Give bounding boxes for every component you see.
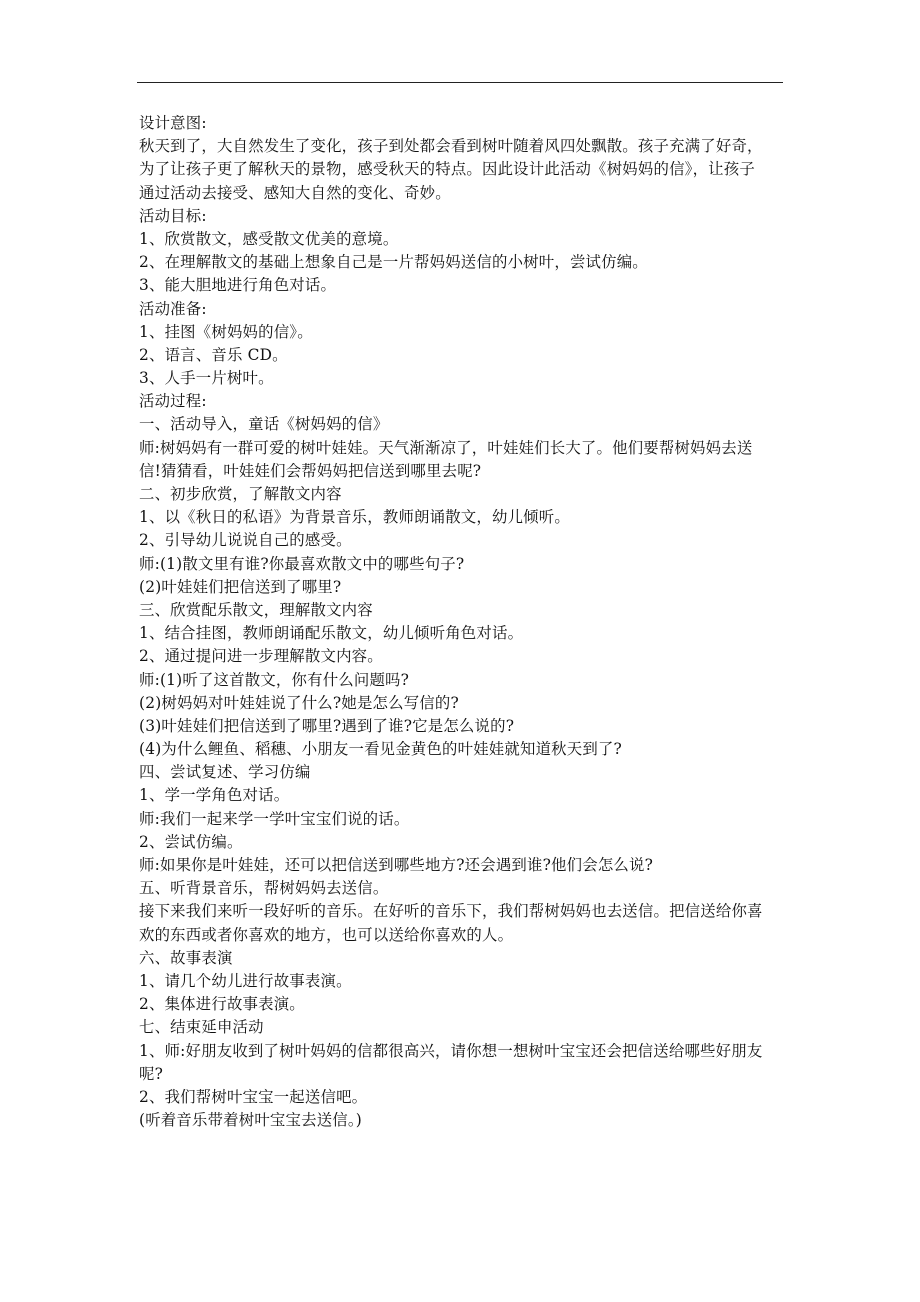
text-line: 一、活动导入，童话《树妈妈的信》	[139, 415, 389, 434]
text-line: 秋天到了，大自然发生了变化，孩子到处都会看到树叶随着风四处飘散。孩子充满了好奇，	[139, 137, 763, 156]
header-rule	[137, 82, 783, 83]
text-line: 1、请几个幼儿进行故事表演。	[139, 971, 352, 990]
text-line: 六、故事表演	[139, 948, 233, 967]
text-line: 设计意图:	[139, 114, 207, 132]
text-line: 1、挂图《树妈妈的信》。	[139, 322, 313, 341]
text-line: 师:我们一起来学一学叶宝宝们说的话。	[139, 809, 410, 828]
text-line: 1、欣赏散文，感受散文优美的意境。	[139, 229, 399, 248]
text-line: 为了让孩子更了解秋天的景物，感受秋天的特点。因此设计此活动《树妈妈的信》，让孩子	[139, 160, 755, 179]
text-line: 师:(1)听了这首散文，你有什么问题吗?	[139, 670, 410, 689]
text-line: (听着音乐带着树叶宝宝去送信。)	[139, 1111, 362, 1130]
text-line: 2、语言、音乐 CD。	[139, 345, 288, 364]
text-line: 二、初步欣赏，了解散文内容	[139, 485, 342, 503]
text-line: 师:(1)散文里有谁?你最喜欢散文中的哪些句子?	[139, 554, 465, 573]
text-line: (2)树妈妈对叶娃娃说了什么?她是怎么写信的?	[139, 693, 459, 712]
text-line: 2、集体进行故事表演。	[139, 995, 305, 1014]
text-line: (3)叶娃娃们把信送到了哪里?遇到了谁?它是怎么说的?	[139, 716, 515, 735]
text-line: 活动过程:	[139, 392, 207, 411]
text-line: 四、尝试复述、学习仿编	[139, 763, 311, 782]
text-line: 2、我们帮树叶宝宝一起送信吧。	[139, 1087, 368, 1106]
text-line: 1、结合挂图，教师朗诵配乐散文，幼儿倾听角色对话。	[139, 624, 524, 643]
text-line: 信!猜猜看，叶娃娃们会帮妈妈把信送到哪里去呢?	[139, 461, 482, 480]
text-line: 通过活动去接受、感知大自然的变化、奇妙。	[139, 183, 451, 202]
text-line: 七、结束延申活动	[139, 1018, 264, 1037]
text-line: 活动目标:	[139, 206, 207, 225]
text-line: 活动准备:	[139, 299, 207, 318]
text-line: 师:如果你是叶娃娃，还可以把信送到哪些地方?还会遇到谁?他们会怎么说?	[139, 856, 654, 874]
text-line: 师:树妈妈有一群可爱的树叶娃娃。天气渐渐凉了，叶娃娃们长大了。他们要帮树妈妈去送	[139, 438, 753, 457]
text-line: 接下来我们来听一段好听的音乐。在好听的音乐下，我们帮树妈妈也去送信。把信送给你喜	[139, 902, 763, 921]
text-line: 1、以《秋日的私语》为背景音乐，教师朗诵散文，幼儿倾听。	[139, 508, 570, 527]
text-line: 1、师:好朋友收到了树叶妈妈的信都很高兴，请你想一想树叶宝宝还会把信送给哪些好朋友	[139, 1041, 763, 1060]
text-line: 五、听背景音乐，帮树妈妈去送信。	[139, 879, 389, 898]
text-line: 呢?	[139, 1064, 164, 1083]
text-line: (2)叶娃娃们把信送到了哪里?	[139, 577, 342, 596]
text-line: 2、尝试仿编。	[139, 832, 243, 851]
text-line: 2、引导幼儿说说自己的感受。	[139, 531, 352, 550]
document-body	[139, 112, 789, 1132]
text-line: (4)为什么鲤鱼、稻穗、小朋友一看见金黄色的叶娃娃就知道秋天到了?	[139, 740, 622, 759]
text-line: 2、在理解散文的基础上想象自己是一片帮妈妈送信的小树叶，尝试仿编。	[139, 253, 648, 272]
text-line: 三、欣赏配乐散文，理解散文内容	[139, 600, 373, 619]
text-line: 1、学一学角色对话。	[139, 786, 290, 805]
text-line: 3、人手一片树叶。	[139, 369, 274, 388]
text-line: 欢的东西或者你喜欢的地方，也可以送给你喜欢的人。	[139, 925, 514, 944]
text-line: 3、能大胆地进行角色对话。	[139, 276, 337, 295]
text-line: 2、通过提问进一步理解散文内容。	[139, 647, 383, 666]
